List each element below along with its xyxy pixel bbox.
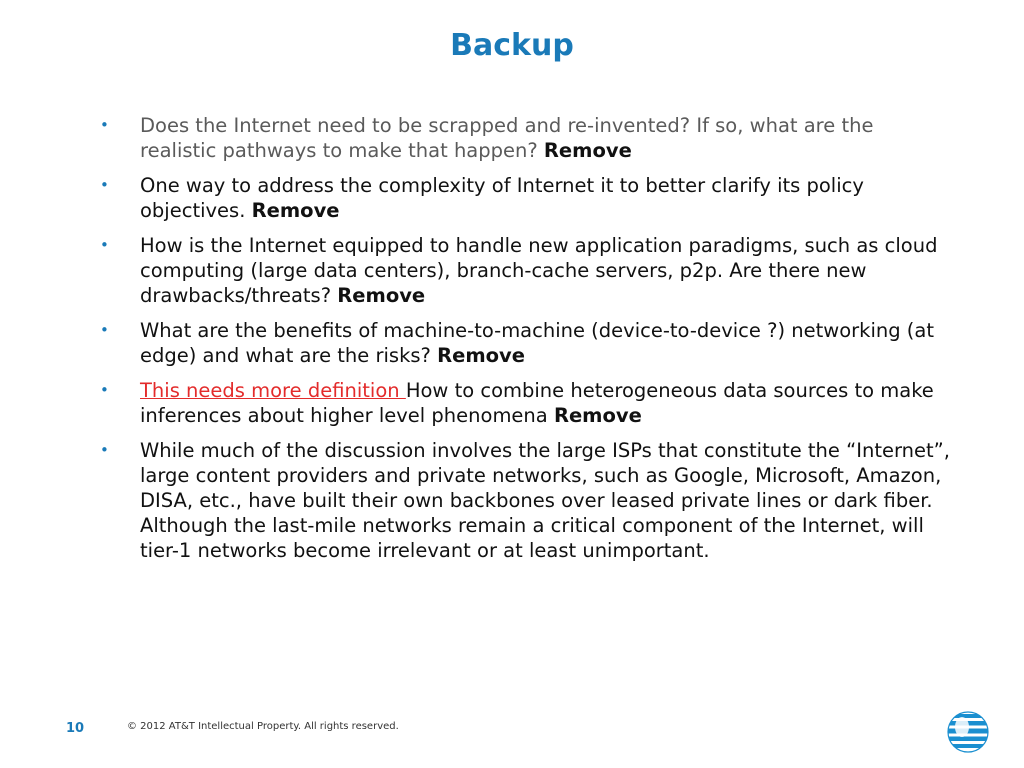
- slide-title: Backup: [450, 28, 574, 63]
- bullet-item: [100, 233, 950, 308]
- bullet-text: How is the Internet equipped to handle new application paradigms, such as cloud computing (large data centers), branch-cache servers, p2p. Are there new drawbacks/threats?: [140, 234, 938, 307]
- remove-tag: Remove: [337, 284, 426, 307]
- att-globe-icon: [946, 710, 990, 754]
- page-number: 10: [66, 721, 85, 736]
- bullet-item: [100, 438, 950, 563]
- bullet-text: How to combine heterogeneous data sources to make inferences about higher level phenomena: [140, 379, 934, 427]
- bullet-text: While much of the discussion involves the large ISPs that constitute the “Internet”, large content providers and private networks, such as Google, Microsoft, Amazon, DISA, etc., have built their own backbones over leased private lines or dark fiber. Although the last-mile networks remain a critical component of the Internet, will tier-1 networks become irrelevant or at least unimportant.: [140, 439, 950, 562]
- bullet-dot: •: [100, 441, 109, 459]
- bullet-dot: •: [100, 236, 109, 254]
- bullet-text: One way to address the complexity of Internet it to better clarify its policy objectives.: [140, 174, 864, 222]
- bullet-item: [100, 378, 950, 428]
- bullet-item: [100, 113, 950, 163]
- bullet-dot: •: [100, 116, 109, 134]
- remove-tag: Remove: [251, 199, 340, 222]
- bullet-item: [100, 318, 950, 368]
- bullet-text: Does the Internet need to be scrapped and re-invented? If so, what are the realistic pathways to make that happen?: [140, 114, 874, 162]
- remove-tag: Remove: [553, 404, 642, 427]
- bullet-item: [100, 173, 950, 223]
- remove-tag: Remove: [543, 139, 632, 162]
- bullet-dot: •: [100, 321, 109, 339]
- copyright-text: © 2012 AT&T Intellectual Property. All rights reserved.: [127, 721, 399, 732]
- bullet-text: What are the benefits of machine-to-machine (device-to-device ?) networking (at edge) and what are the risks?: [140, 319, 935, 367]
- bullet-dot: •: [100, 381, 109, 399]
- bullet-list: [100, 113, 950, 573]
- definition-link[interactable]: This needs more definition: [140, 379, 406, 402]
- remove-tag: Remove: [437, 344, 525, 367]
- bullet-dot: •: [100, 176, 109, 194]
